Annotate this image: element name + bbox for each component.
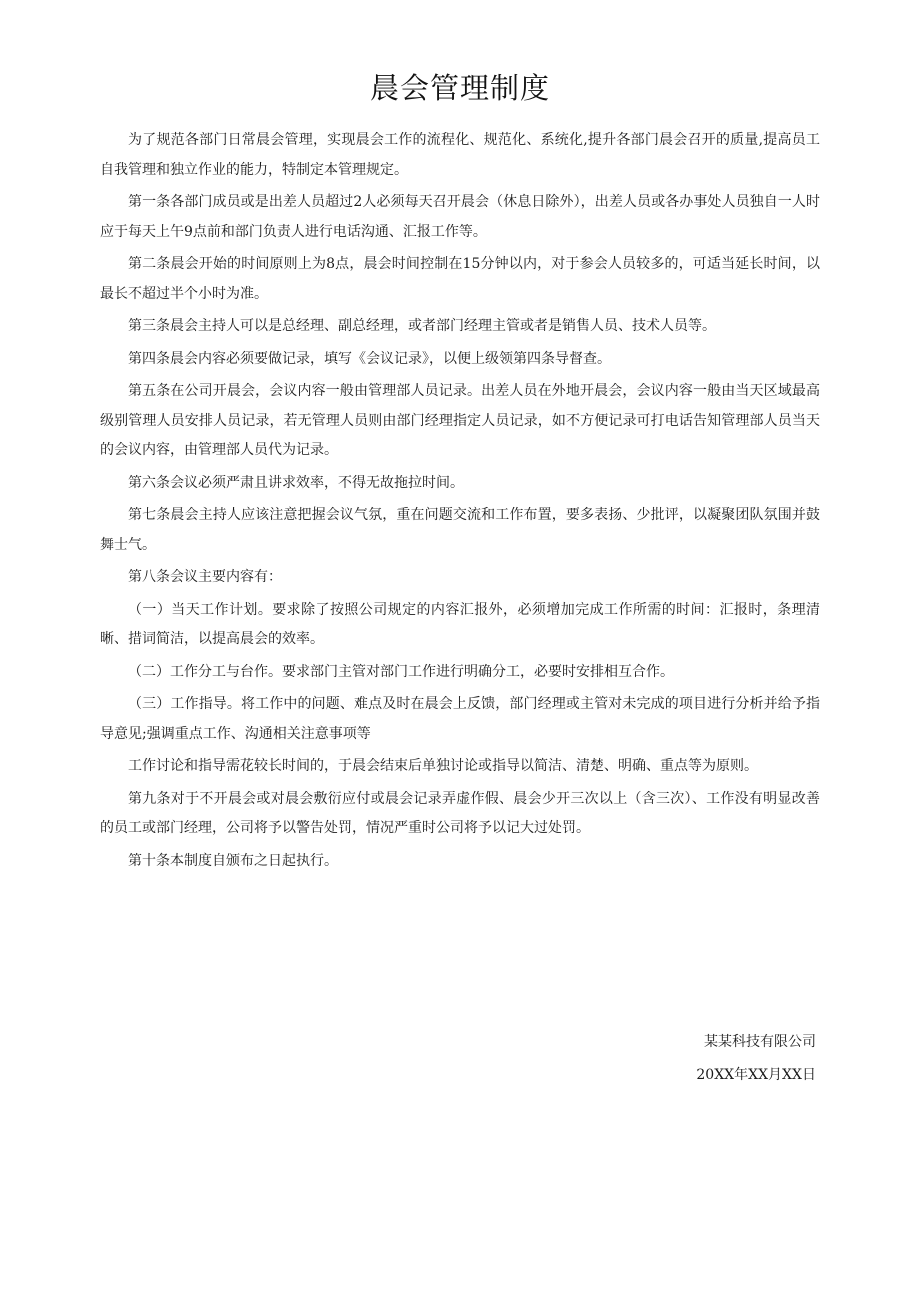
signature-date: 20XX年XX月XX日	[696, 1067, 816, 1083]
paragraph-intro: 为了规范各部门日常晨会管理，实现晨会工作的流程化、规范化、系统化,提升各部门晨会召开的质量,提高员工自我管理和独立作业的能力，特制定本管理规定。	[100, 132, 820, 178]
paragraph-item-2: （二）工作分工与台作。要求部门主管对部门工作进行明确分工，必要时安排相互合作。	[128, 663, 674, 680]
paragraph-article-5: 第五条在公司开晨会，会议内容一般由管理部人员记录。出差人员在外地开晨会，会议内容一般由当天区域最高级别管理人员安排人员记录，若无管理人员则由部门经理指定人员记录，如不方便记录可打电话告知管理部人员当天的会议内容，由管理部人员代为记录。	[100, 383, 820, 458]
paragraph-item-1: （一）当天工作计划。要求除了按照公司规定的内容汇报外，必须增加完成工作所需的时间：汇报时，条理清晰、措词简洁，以提高晨会的效率。	[100, 601, 820, 647]
paragraph-article-9: 第九条对于不开晨会或对晨会敷衍应付或晨会记录弄虚作假、晨会少开三次以上（含三次）、工作没有明显改善的员工或部门经理，公司将予以警告处罚，情况严重时公司将予以记大过处罚。	[100, 790, 820, 836]
paragraph-discussion: 工作讨论和指导需花较长时间的，于晨会结束后单独讨论或指导以简洁、清楚、明确、重点等为原则。	[128, 758, 758, 774]
signature-company: 某某科技有限公司	[704, 1034, 816, 1050]
paragraph-item-3: （三）工作指导。将工作中的问题、难点及时在晨会上反馈，部门经理或主管对未完成的项目进行分析并给予指导意见;强调重点工作、沟通相关注意事项等	[100, 696, 820, 742]
paragraph-article-10: 第十条本制度自颁布之日起执行。	[128, 852, 338, 869]
paragraph-article-8: 第八条会议主要内容有：	[128, 569, 282, 585]
paragraph-article-6: 第六条会议必须严肃且讲求效率，不得无故拖拉时间。	[128, 474, 464, 491]
paragraph-article-4: 第四条晨会内容必须要做记录，填写《会议记录》，以便上级领第四条导督查。	[128, 350, 611, 367]
paragraph-article-7: 第七条晨会主持人应该注意把握会议气氛，重在问题交流和工作布置，要多表扬、少批评，以凝聚团队氛围并鼓舞士气。	[100, 507, 820, 553]
paragraph-article-3: 第三条晨会主持人可以是总经理、副总经理，或者部门经理主管或者是销售人员、技术人员等。	[128, 318, 716, 334]
document-body	[100, 126, 820, 879]
paragraph-article-1: 第一条各部门成员或是出差人员超过2人必须每天召开晨会（休息日除外），出差人员或各办事处人员独自一人时应于每天上午9点前和部门负责人进行电话沟通、汇报工作等。	[100, 194, 820, 240]
paragraph-article-2: 第二条晨会开始的时间原则上为8点，晨会时间控制在15分钟以内，对于参会人员较多的，可适当延长时间，以最长不超过半个小时为准。	[100, 256, 820, 302]
document-title: 晨会管理制度	[369, 71, 550, 105]
